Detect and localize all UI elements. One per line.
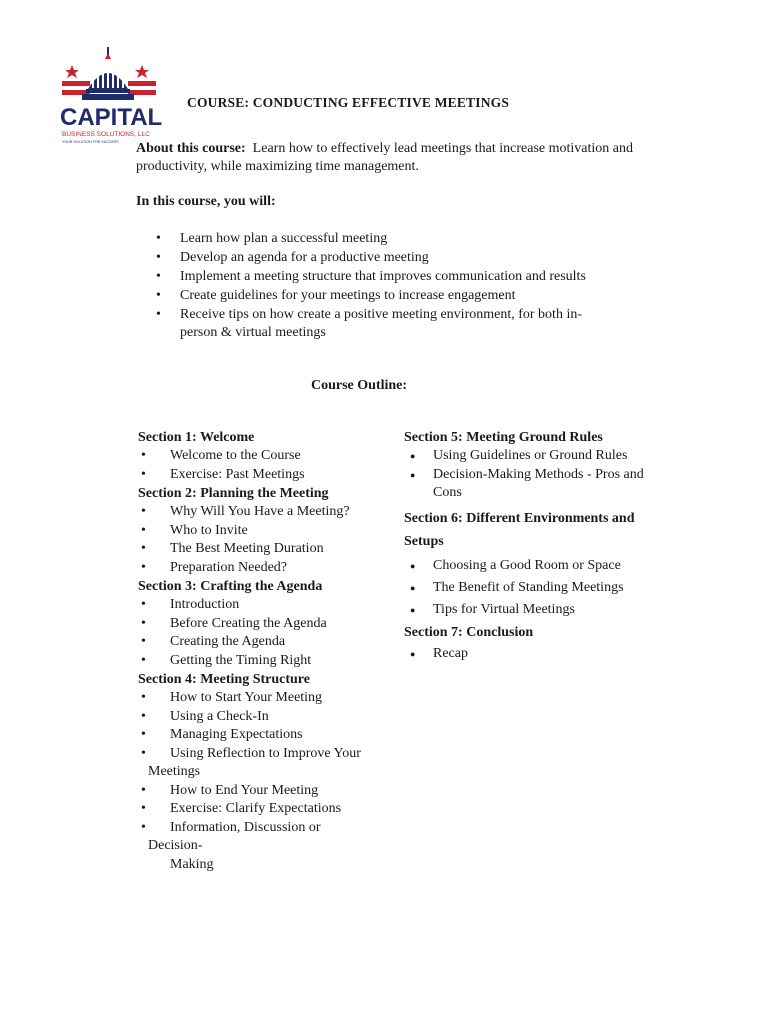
list-item: • Exercise: Past Meetings [138, 466, 388, 485]
list-item: ● Recap [404, 645, 684, 664]
section-title: Section 3: Crafting the Agenda [138, 579, 323, 594]
section-list [404, 555, 684, 621]
list-item: • Exercise: Clarify Expectations [138, 800, 388, 819]
outline-left-column [138, 428, 388, 874]
section-title: Section 2: Planning the Meeting [138, 486, 329, 501]
list-item: • Learn how plan a successful meeting [136, 230, 606, 248]
list-item: • How to Start Your Meeting [138, 689, 388, 708]
list-item: • Create guidelines for your meetings to increase engagement [136, 287, 606, 305]
list-item: • Implement a meeting structure that improves communication and results [136, 268, 606, 286]
list-item-continuation: Making [170, 856, 214, 872]
about-paragraph [136, 140, 696, 176]
list-item [138, 745, 388, 782]
list-item: • Preparation Needed? [138, 559, 388, 578]
list-item: • Using a Check-In [138, 708, 388, 727]
star-icon [135, 65, 149, 78]
page-title: COURSE: CONDUCTING EFFECTIVE MEETINGS [187, 95, 510, 110]
about-text: Learn how to effectively lead meetings that increase motivation and productivity, while maximizing time management. [136, 141, 633, 174]
star-icon [65, 65, 79, 78]
section-list [404, 645, 684, 664]
list-item-text: Information, Discussion or [170, 819, 321, 835]
list-item: • Before Creating the Agenda [138, 615, 388, 634]
section-title: Section 7: Conclusion [404, 624, 534, 640]
list-item: ● Decision-Making Methods - Pros and Cons [404, 466, 663, 503]
objectives-list [136, 230, 606, 343]
list-item: ● The Benefit of Standing Meetings [404, 577, 684, 599]
section-list [138, 503, 388, 577]
list-item: • Welcome to the Course [138, 447, 388, 466]
list-item: • Managing Expectations [138, 726, 388, 745]
outline-right-column [404, 428, 684, 663]
list-item: • How to End Your Meeting [138, 782, 388, 801]
capitol-logo-icon [58, 45, 170, 155]
section-title: Section 1: Welcome [138, 430, 255, 445]
logo-subtitle: BUSINESS SOLUTIONS, LLC [62, 131, 150, 138]
list-item-continuation: Meetings [148, 764, 201, 779]
section-title: Section 5: Meeting Ground Rules [404, 430, 603, 445]
list-item: • Why Will You Have a Meeting? [138, 503, 388, 522]
outline-heading: Course Outline: [311, 378, 408, 393]
section-list [404, 447, 684, 503]
list-item: ● Using Guidelines or Ground Rules [404, 447, 684, 466]
list-item: ● Choosing a Good Room or Space [404, 555, 684, 577]
section-title: Section 4: Meeting Structure [138, 672, 310, 687]
list-item: • Creating the Agenda [138, 633, 388, 652]
list-item [138, 819, 388, 875]
company-logo [58, 45, 170, 155]
list-item: • Introduction [138, 596, 388, 615]
section-list [138, 689, 388, 874]
section-list [138, 596, 388, 670]
list-item: • Develop an agenda for a productive meeting [136, 249, 606, 267]
section-list [138, 447, 388, 484]
list-item: • The Best Meeting Duration [138, 540, 388, 559]
list-item: • Getting the Timing Right [138, 652, 388, 671]
logo-tagline: YOUR SOLUTION FOR SUCCESS [62, 140, 119, 144]
list-item: • Receive tips on how create a positive meeting environment, for both in-person & virtual meetings [136, 306, 606, 342]
list-item-text: Using Reflection to Improve Your [170, 745, 361, 761]
list-item-continuation: Decision- [148, 838, 203, 853]
logo-wordmark: CAPITAL [60, 104, 163, 131]
objectives-heading: In this course, you will: [136, 194, 276, 209]
list-item: ● Tips for Virtual Meetings [404, 599, 684, 621]
section-title: Section 6: Different Environments and Setups [404, 510, 635, 549]
about-label: About this course: [136, 141, 246, 156]
list-item: • Who to Invite [138, 522, 388, 541]
